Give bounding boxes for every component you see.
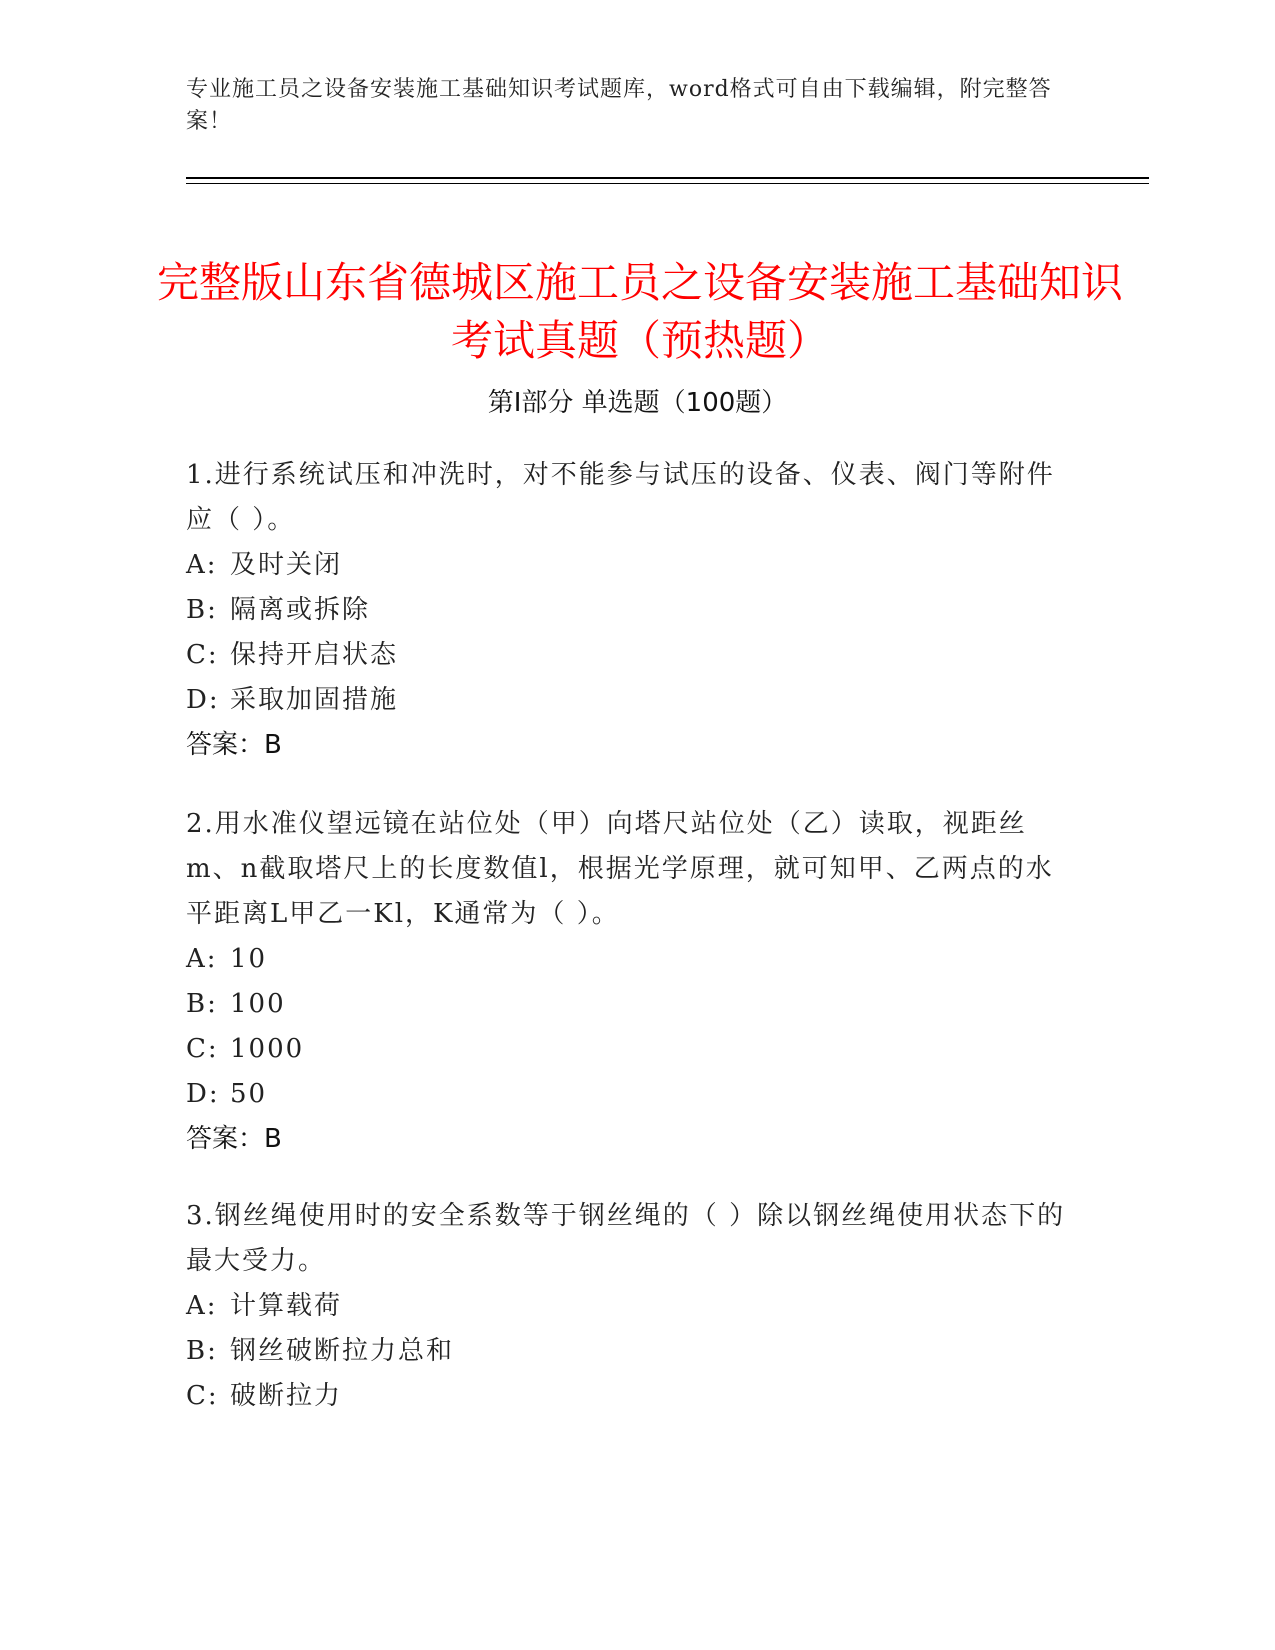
option-key: C: [186, 1034, 219, 1064]
document-title: 完整版山东省德城区施工员之设备安装施工基础知识考试真题（预热题） [156, 258, 1123, 366]
option-text: 隔离或拆除 [230, 595, 371, 625]
question-stem: 2.用水准仪望远镜在站位处（甲）向塔尺站位处（乙）读取，视距丝m、n截取塔尺上的长度数值l，根据光学原理，就可知甲、乙两点的水平距离L甲乙一Kl，K通常为（ ）。 [186, 809, 1054, 929]
option-key: B: [186, 595, 218, 625]
option-key: A: [186, 1291, 218, 1321]
option-key: B: [186, 989, 218, 1019]
option-text: 及时关闭 [230, 550, 343, 580]
option-key: D: [186, 685, 220, 715]
header-divider-thick [186, 177, 1149, 179]
question-stem: 1.进行系统试压和冲洗时，对不能参与试压的设备、仪表、阀门等附件应（ ）。 [186, 460, 1055, 535]
option-b [186, 1329, 1076, 1374]
question-2 [186, 802, 1076, 1162]
option-key: A: [186, 550, 218, 580]
option-text: 保持开启状态 [230, 640, 399, 670]
option-text: 100 [230, 989, 286, 1019]
option-key: D: [186, 1079, 220, 1109]
option-key: B: [186, 1336, 218, 1366]
option-text: 10 [230, 944, 268, 974]
section-heading: 第I部分 单选题（100题） [487, 388, 788, 418]
option-text: 计算载荷 [230, 1291, 343, 1321]
option-text: 1000 [230, 1034, 305, 1064]
option-a [186, 937, 1076, 982]
option-a [186, 543, 1076, 588]
answer: 答案：B [186, 730, 282, 760]
option-text: 50 [230, 1079, 268, 1109]
question-3 [186, 1194, 1076, 1419]
option-d [186, 1072, 1076, 1117]
option-text: 钢丝破断拉力总和 [230, 1336, 455, 1366]
option-c [186, 1374, 1076, 1419]
option-d [186, 678, 1076, 723]
option-key: C: [186, 640, 219, 670]
option-text: 破断拉力 [230, 1381, 343, 1411]
option-text: 采取加固措施 [230, 685, 399, 715]
question-1 [186, 453, 1076, 768]
option-c [186, 1027, 1076, 1072]
question-stem: 3.钢丝绳使用时的安全系数等于钢丝绳的（ ）除以钢丝绳使用状态下的最大受力。 [186, 1201, 1066, 1276]
option-a [186, 1284, 1076, 1329]
header-divider-thin [186, 183, 1149, 184]
option-b [186, 982, 1076, 1027]
answer: 答案：B [186, 1124, 282, 1154]
option-b [186, 588, 1076, 633]
option-key: C: [186, 1381, 219, 1411]
option-key: A: [186, 944, 218, 974]
header-note: 专业施工员之设备安装施工基础知识考试题库，word格式可自由下载编辑，附完整答案！ [186, 77, 1052, 134]
option-c [186, 633, 1076, 678]
